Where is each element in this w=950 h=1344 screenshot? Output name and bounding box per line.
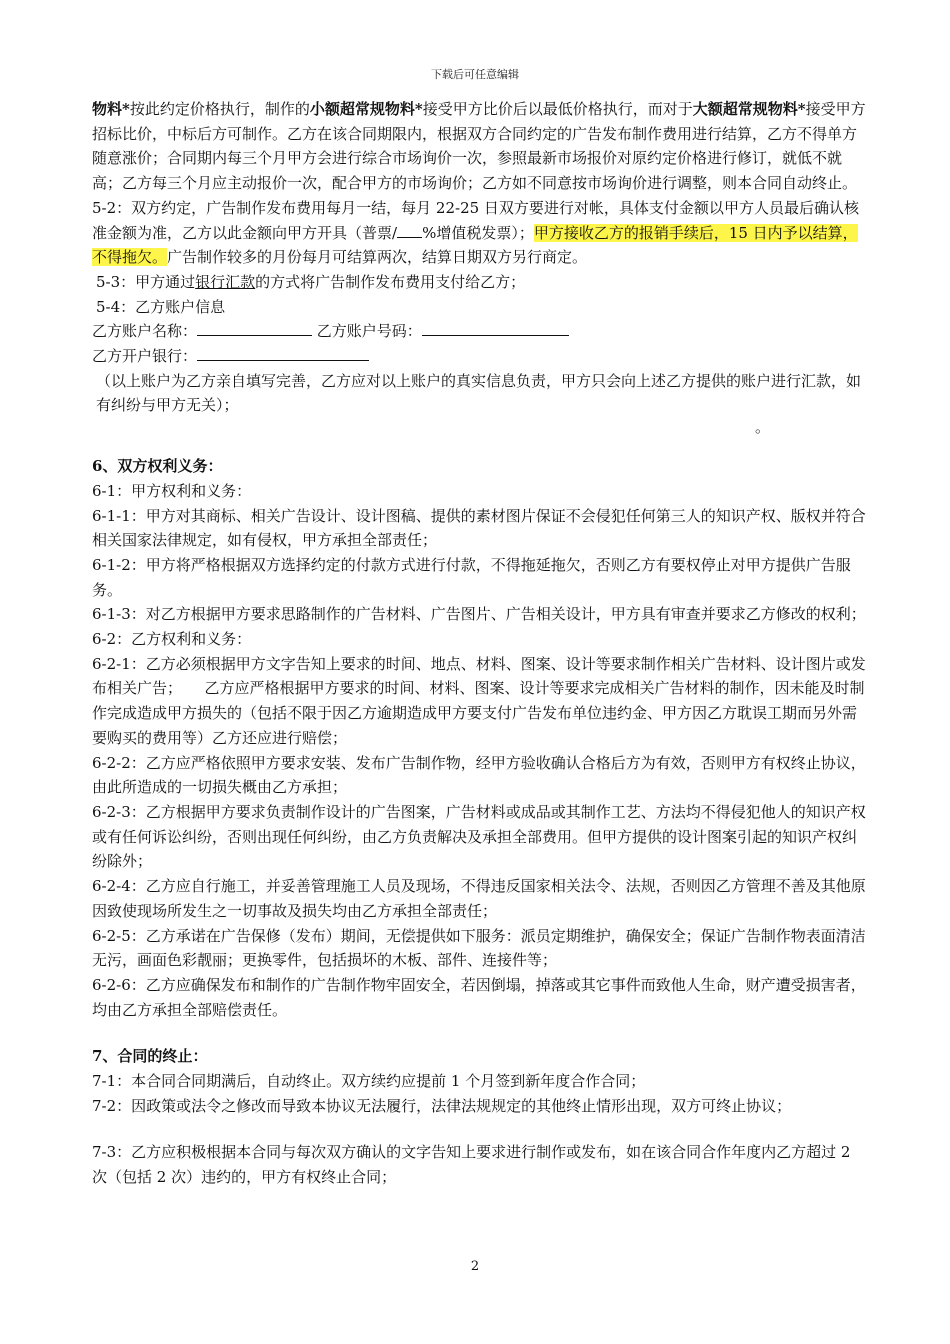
highlighted-text: 甲方接收乙方的报销手续后，15 日内予以结算，不得拖欠。	[92, 223, 858, 267]
pricing-paragraph	[92, 97, 870, 196]
spacer	[92, 1118, 870, 1140]
clause: 6-1-3：对乙方根据甲方要求思路制作的广告材料、广告图片、广告相关设计，甲方具有审查并要求乙方修改的权利；	[92, 605, 866, 624]
spacer	[92, 436, 870, 454]
clause-5-2	[92, 196, 870, 270]
bank-row	[92, 344, 870, 369]
account-number-label: 乙方账户号码：	[316, 322, 422, 341]
account-name-label: 乙方账户名称：	[92, 322, 198, 341]
clause: 6-1-1：甲方对其商标、相关广告设计、设计图稿、提供的素材图片保证不会侵犯任何第三人的知识产权、版权并符合相关国家法律规定，如有侵权，甲方承担全部责任；	[92, 506, 866, 550]
text-span: 的方式将广告制作发布费用支付给乙方；	[255, 272, 526, 291]
document-body	[92, 97, 870, 1190]
clause-5-4: 5-4：乙方账户信息	[96, 297, 226, 316]
bank-label: 乙方开户银行：	[92, 347, 198, 366]
clause: 6-1：甲方权利和义务：	[92, 481, 252, 500]
clause-7-2: 7-2：因政策或法令之修改而导致本协议无法履行，法律法规规定的其他终止情形出现，双方可终止协议；	[92, 1096, 792, 1115]
clause-7-1: 7-1：本合同合同期满后，自动终止。双方续约应提前 1 个月签到新年度合作合同；	[92, 1072, 646, 1091]
clause: 6-2：乙方权利和义务：	[92, 630, 252, 649]
text-span: 5-3：甲方通过	[96, 272, 196, 291]
blank-field	[397, 223, 422, 238]
page-header: 下载后可任意编辑	[431, 68, 519, 81]
section-7-title: 7、合同的终止：	[92, 1047, 208, 1066]
clause: 6-2-2：乙方应严格依照甲方要求安装、发布广告制作物，经甲方验收确认合格后方为有效，否则甲方有权终止协议，由此所造成的一切损失概由乙方承担；	[92, 753, 866, 797]
section-6-title: 6、双方权利义务：	[92, 457, 223, 476]
text-span: 广告制作较多的月份每月可结算两次，结算日期双方另行商定。	[167, 248, 588, 267]
text-span: %增值税发票）；	[422, 223, 534, 242]
bold-term: 大额超常规物料*	[692, 100, 806, 118]
text-span: 接受甲方比价后以最低价格执行，而对于	[422, 100, 693, 118]
text-span: 接受甲方招标比价，中标后方可制作。乙方在该合同期限内，根据双方合同约定的广告发布制作费用进行结算，乙方不得单方随意涨价；合同期内每三个月甲方会进行综合市场询价一次，参照最新市场报价对原约定价格进行修订，就低不就高；乙方每三个月应主动报价一次，配合甲方的市场询价；乙方如不同意按市场询价进行调整，则本合同自动终止。	[92, 100, 866, 193]
underlined-text: 银行汇款	[195, 272, 256, 291]
bank-blank	[197, 346, 369, 361]
account-number-blank	[422, 321, 569, 336]
account-name-blank	[197, 321, 312, 336]
clause: 6-2-6：乙方应确保发布和制作的广告制作物牢固安全，若因倒塌，掉落或其它事件而致他人生命，财产遭受损害者，均由乙方承担全部赔偿责任。	[92, 975, 866, 1019]
clause: 6-2-3：乙方根据甲方要求负责制作设计的广告图案，广告材料或成品或其制作工艺、方法均不得侵犯他人的知识产权或有任何诉讼纠纷，否则出现任何纠纷，由乙方负责解决及承担全部费用。但甲方提供的设计图案引起的知识产权纠纷除外；	[92, 802, 866, 871]
clause-5-3	[92, 270, 870, 295]
account-row	[92, 319, 870, 344]
bold-term: 物料*	[92, 100, 130, 118]
text-span: 5-2：双方约定，广告制作发布费用每月一结，每月 22-25 日双方要进行对帐，具体支付金额以甲方人员最后确认核准金额为准，乙方以此金额向甲方开具（普票/	[92, 198, 859, 242]
stray-mark: 。	[754, 418, 770, 437]
clause: 6-2-5：乙方承诺在广告保修（发布）期间，无偿提供如下服务：派员定期维护，确保安全；保证广告制作物表面清洁无污，画面色彩靓丽；更换零件，包括损坏的木板、部件、连接件等；	[92, 926, 866, 970]
clause: 6-2-4：乙方应自行施工，并妥善管理施工人员及现场，不得违反国家相关法令、法规，否则因乙方管理不善及其他原因致使现场所发生之一切事故及损失均由乙方承担全部责任；	[92, 877, 866, 920]
bold-term: 小额超常规物料*	[309, 100, 423, 118]
clause-7-3: 7-3：乙方应积极根据本合同与每次双方确认的文字告知上要求进行制作或发布，如在该合同合作年度内乙方超过 2 次（包括 2 次）违约的，甲方有权终止合同；	[92, 1143, 851, 1187]
page-number: 2	[470, 1259, 480, 1274]
clause: 6-1-2：甲方将严格根据双方选择约定的付款方式进行付款，不得拖延拖欠，否则乙方有要权停止对甲方提供广告服务。	[92, 555, 851, 599]
account-note: （以上账户为乙方亲自填写完善，乙方应对以上账户的真实信息负责，甲方只会向上述乙方提供的账户进行汇款，如有纠纷与甲方无关）；	[96, 371, 862, 415]
spacer	[92, 1022, 870, 1044]
clause: 6-2-1：乙方必须根据甲方文字告知上要求的时间、地点、材料、图案、设计等要求制作相关广告材料、设计图片或发布相关广告； 乙方应严格根据甲方要求的时间、材料、图案、设计等要求完成相关广告材料的制作，因未能及时制作完成造成甲方损失的（包括不限于因乙方逾期造成甲方要支付广告发布单位违约金、甲方因乙方耽误工期而另外需要购买的费用等）乙方还应进行赔偿；	[92, 654, 866, 747]
text-span: 按此约定价格执行，制作的	[129, 100, 310, 118]
